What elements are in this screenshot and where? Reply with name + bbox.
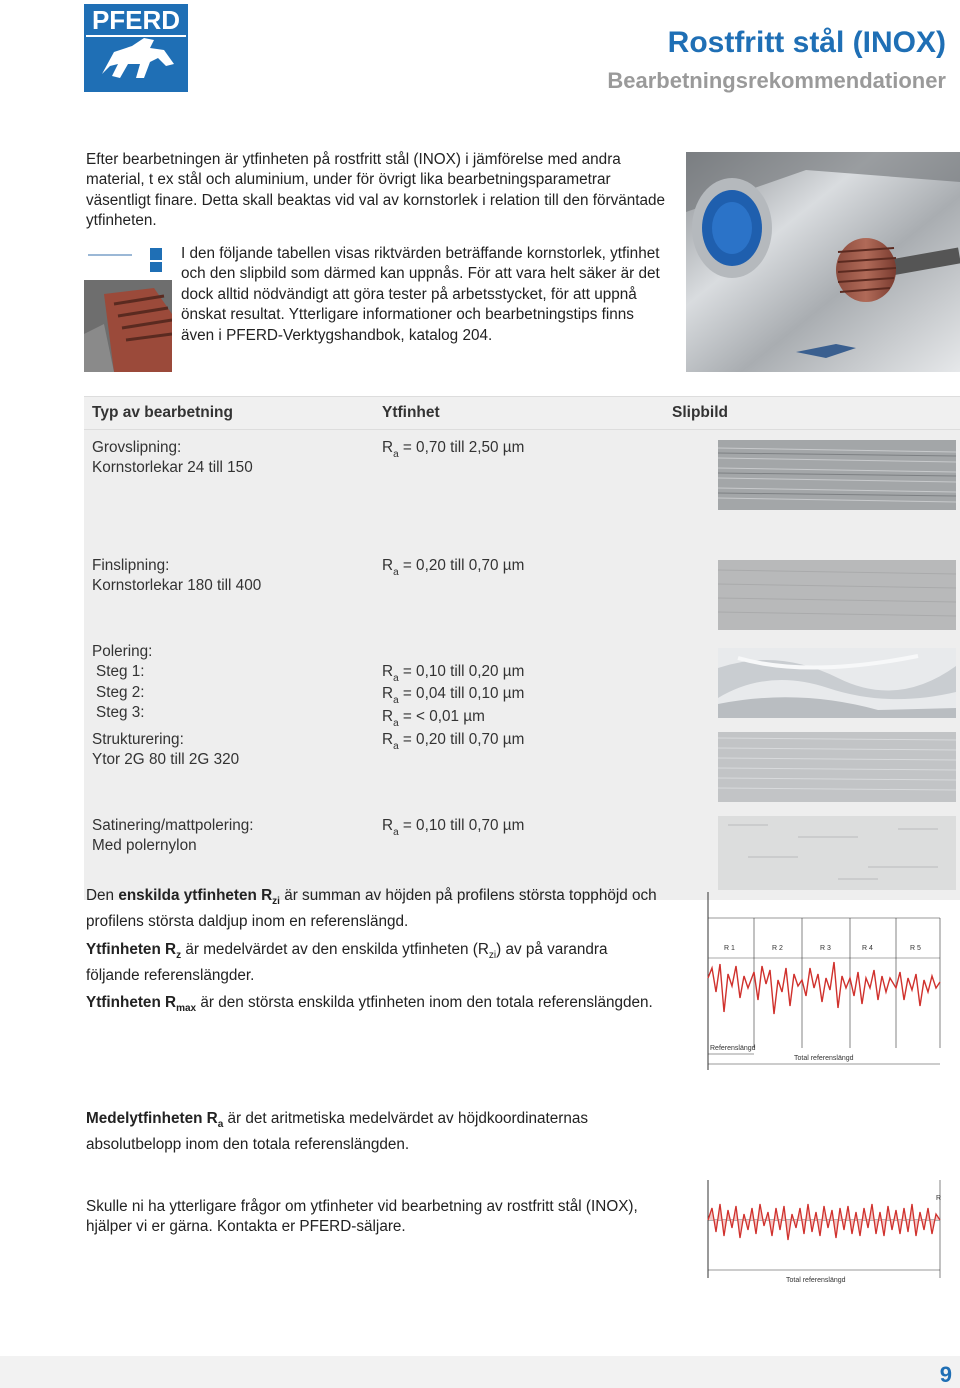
total-length-label: Total referenslängd [786,1277,846,1284]
roughness-profile-diagram-ra [690,1178,958,1286]
surface-texture-fine [718,560,956,630]
total-length-label: Total referenslängd [794,1055,854,1062]
table-row: Polering: Steg 1: Steg 2: Steg 3: [92,643,153,722]
table-header [84,396,960,430]
finish-value: $R_a = 0,20$ till 0,70 µm [382,731,525,752]
ra-corner-label: R [936,1195,942,1202]
footer-bar [0,1356,960,1388]
reference-length-label: Referenslängd [710,1045,756,1052]
table-row: Satinering/mattpolering: Med polernylon [92,817,254,855]
rz-label-5: R 5 [910,945,921,952]
surface-texture-coarse [718,440,956,510]
surface-texture-structured [718,732,956,802]
table-row: Grovslipning: Kornstorlekar 24 till 150 [92,439,253,477]
roughness-profile-diagram-rz [690,888,958,1076]
definition-rzi: Den enskilda ytfinheten $R_{zi}$ är summan av höjden på profilens största topphöjd och profilens största daldjup inom en referenslängd. [86,887,657,931]
catalog-thumbnail [84,244,172,372]
document-subtitle: Bearbetningsrekommendationer [607,68,946,93]
page-number: 9 [939,1362,952,1387]
finish-value: $R_a = 0,10$ till 0,20 µm $R_a = 0,04$ till 0,10 µm $R_a$ = < 0,01 µm [382,663,525,729]
table-body [84,430,960,900]
intro-paragraph: Efter bearbetningen är ytfinheten på rostfritt stål (INOX) i jämförelse med andra material, t ex stål och aluminium, under för övrigt lika bearbetningsparametrar väsentligt finare. Detta skall beaktas vid val av kornstorlek i relation till den förväntade ytfinheten. [86,151,666,230]
definition-rmax: Ytfinheten $R_{max}$ är den största enskilda ytfinheten inom den totala referenslängden. [86,994,653,1015]
definition-ra: Medelytfinheten $R_a$ är det aritmetiska medelvärdet av höjdkoordinaternas absolutbelopp inom den totala referenslängden. [86,1110,589,1154]
pferd-logo [84,4,188,92]
finish-value: $R_a = 0,10$ till 0,70 µm [382,817,525,838]
surface-texture-satin [718,816,956,890]
definition-rz: Ytfinheten $R_z$ är medelvärdet av den enskilda ytfinheten $(R_{zi})$ av på varandra följande referenslängder. [86,941,608,985]
rz-label-1: R 1 [724,945,735,952]
hero-photo-grinding-tool [686,152,960,372]
finish-value: $R_a = 0,70$ till 2,50 µm [382,439,525,460]
recommendation-table [84,396,960,900]
column-header-finish: Ytfinhet [382,404,440,421]
rz-label-2: R 2 [772,945,783,952]
finish-value: $R_a = 0,20$ till 0,70 µm [382,557,525,578]
contact-paragraph: Skulle ni ha ytterligare frågor om ytfinheter vid bearbetning av rostfritt stål (INOX), hjälper vi er gärna. Kontakta er PFERD-säljare. [86,1198,638,1236]
svg-text:PFERD: PFERD [91,5,181,35]
rz-label-3: R 3 [820,945,831,952]
column-header-pattern: Slipbild [672,404,728,421]
table-row: Strukturering: Ytor 2G 80 till 2G 320 [92,731,240,769]
table-row: Finslipning: Kornstorlekar 180 till 400 [92,557,262,595]
rz-label-4: R 4 [862,945,873,952]
surface-texture-polished [718,648,956,718]
catalog-paragraph: I den följande tabellen visas riktvärden beträffande kornstorlek, ytfinhet och den slipbild som därmed kan uppnås. För att vara helt säker är det dock alltid nödvändigt att göra tester på arbetsstycket, för att uppnå önskat resultat. Ytterligare informationer och bearbetningstips finns även i PFERD-Verktygshandbok, katalog 204. [181,245,660,344]
document-title: Rostfritt stål (INOX) [667,26,946,59]
column-header-type: Typ av bearbetning [92,404,233,421]
